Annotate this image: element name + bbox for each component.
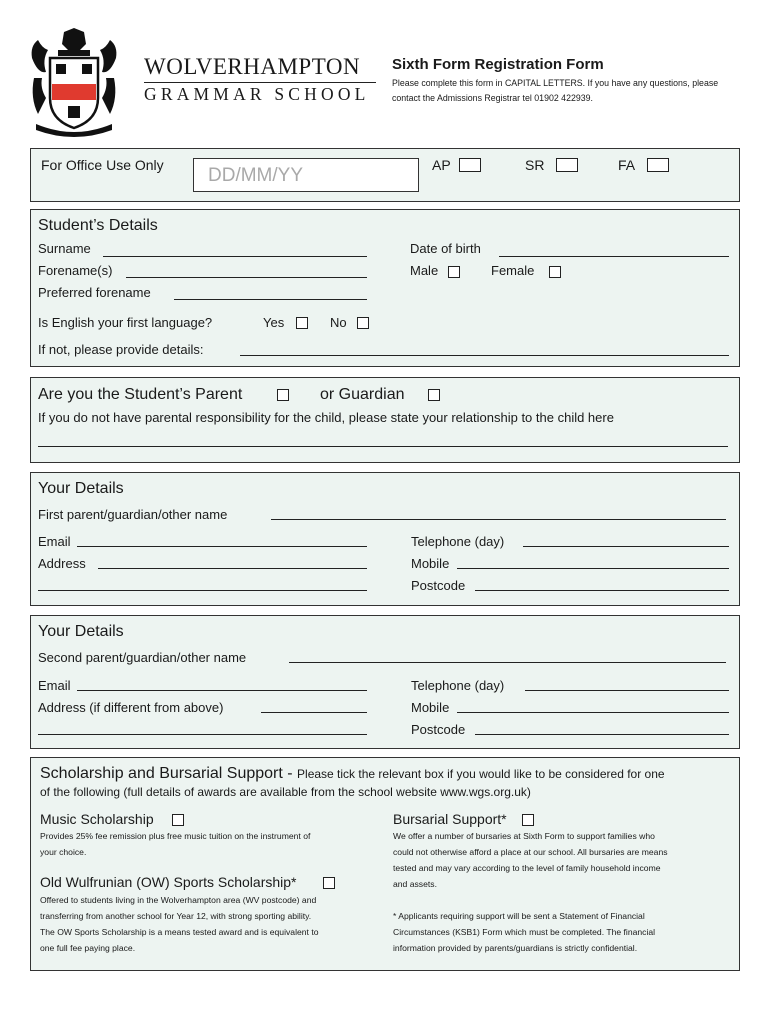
second-parent-name-field[interactable] [289,662,726,663]
scholarship-heading [40,765,665,783]
dob-label: Date of birth [410,241,481,256]
ow-scholarship-checkbox[interactable] [323,877,335,889]
second-address-field[interactable] [261,712,367,713]
female-checkbox[interactable] [549,266,561,278]
english-yes-label: Yes [263,315,285,330]
music-scholarship-checkbox[interactable] [172,814,184,826]
footnote-1: * Applicants requiring support will be sent a Statement of Financial [393,911,645,921]
male-label: Male [410,263,439,278]
school-name-line1: WOLVERHAMPTON [144,54,361,79]
first-telephone-label: Telephone (day) [411,534,505,549]
music-desc-2: your choice. [40,847,87,857]
office-date-placeholder: DD/MM/YY [208,165,303,186]
bursary-desc-1: We offer a number of bursaries at Sixth Form to support families who [393,831,655,841]
dob-field[interactable] [499,256,729,257]
first-email-field[interactable] [77,546,367,547]
second-parent-title: Your Details [38,623,124,640]
school-name-line2: GRAMMAR SCHOOL [144,84,370,104]
second-address-label: Address (if different from above) [38,700,224,715]
student-details-title: Student’s Details [38,217,158,234]
ow-desc-4: one full fee paying place. [40,943,136,953]
scholarship-title: Scholarship and Bursarial Support - [40,765,293,782]
wordmark-rule [144,82,376,83]
music-desc-1: Provides 25% fee remission plus free music tuition on the instrument of [40,831,311,841]
relationship-section [30,377,740,463]
parent-checkbox[interactable] [277,389,289,401]
english-details-label: If not, please provide details: [38,342,204,357]
first-postcode-field[interactable] [475,590,729,591]
english-no-checkbox[interactable] [357,317,369,329]
office-use-label: For Office Use Only [41,157,164,173]
office-use-section [30,148,740,202]
english-details-field[interactable] [240,355,729,356]
first-parent-section [30,472,740,606]
preferred-forename-field[interactable] [174,299,367,300]
ow-desc-1: Offered to students living in the Wolverhampton area (WV postcode) and [40,895,317,905]
first-telephone-field[interactable] [523,546,729,547]
first-postcode-label: Postcode [411,578,466,593]
second-email-field[interactable] [77,690,367,691]
scholarship-intro-2: of the following (full details of awards are available from the school website www.wgs.org.uk) [40,785,531,799]
office-date-field[interactable] [193,158,419,192]
preferred-forename-label: Preferred forename [38,285,151,300]
ow-desc-3: The OW Sports Scholarship is a means tested award and is equivalent to [40,927,319,937]
first-address-field-2[interactable] [38,590,367,591]
second-parent-name-label: Second parent/guardian/other name [38,650,247,665]
fa-checkbox[interactable] [647,158,669,172]
fa-label: FA [618,157,636,173]
first-mobile-label: Mobile [411,556,450,571]
bursary-checkbox[interactable] [522,814,534,826]
first-mobile-field[interactable] [457,568,729,569]
female-label: Female [491,263,535,278]
first-parent-name-label: First parent/guardian/other name [38,507,228,522]
bursary-desc-4: and assets. [393,879,437,889]
english-yes-checkbox[interactable] [296,317,308,329]
sr-label: SR [525,157,545,173]
ow-scholarship-title: Old Wulfrunian (OW) Sports Scholarship* [40,874,297,890]
second-parent-section [30,615,740,749]
bursary-desc-3: tested and may vary according to the level of family household income [393,863,661,873]
forenames-label: Forename(s) [38,263,113,278]
sr-checkbox[interactable] [556,158,578,172]
bursary-title: Bursarial Support* [393,811,507,827]
parent-question: Are you the Student’s Parent [38,386,243,403]
second-mobile-field[interactable] [457,712,729,713]
second-telephone-label: Telephone (day) [411,678,505,693]
second-mobile-label: Mobile [411,700,450,715]
music-scholarship-title: Music Scholarship [40,811,154,827]
second-postcode-field[interactable] [475,734,729,735]
relationship-note: If you do not have parental responsibility for the child, please state your relationship to the child here [38,410,614,425]
second-postcode-label: Postcode [411,722,466,737]
ow-desc-2: transferring from another school for Year 12, with strong sporting ability. [40,911,312,921]
english-question: Is English your first language? [38,315,213,330]
first-email-label: Email [38,534,71,549]
footnote-2: Circumstances (KSB1) Form which must be completed. The financial [393,927,656,937]
first-address-field[interactable] [98,568,367,569]
ap-label: AP [432,157,451,173]
form-title: Sixth Form Registration Form [392,56,604,73]
english-no-label: No [330,315,347,330]
first-parent-title: Your Details [38,480,124,497]
guardian-checkbox[interactable] [428,389,440,401]
guardian-label: or Guardian [320,386,405,403]
first-address-label: Address [38,556,86,571]
forenames-field[interactable] [126,277,367,278]
second-email-label: Email [38,678,71,693]
footnote-3: information provided by parents/guardians is strictly confidential. [393,943,638,953]
bursary-desc-2: could not otherwise afford a place at our school. All bursaries are means [393,847,668,857]
student-details-section [30,209,740,367]
surname-label: Surname [38,241,91,256]
second-telephone-field[interactable] [525,690,729,691]
scholarship-intro-1: Please tick the relevant box if you would like to be considered for one [297,767,665,781]
ap-checkbox[interactable] [459,158,481,172]
school-crest [28,28,120,138]
form-instructions: Please complete this form in CAPITAL LETTERS. If you have any questions, please contact the Admissions Registrar tel 01902 422939. [392,78,719,103]
male-checkbox[interactable] [448,266,460,278]
scholarship-section [30,757,740,971]
surname-field[interactable] [103,256,367,257]
relationship-field[interactable] [38,446,728,447]
second-address-field-2[interactable] [38,734,367,735]
first-parent-name-field[interactable] [271,519,726,520]
